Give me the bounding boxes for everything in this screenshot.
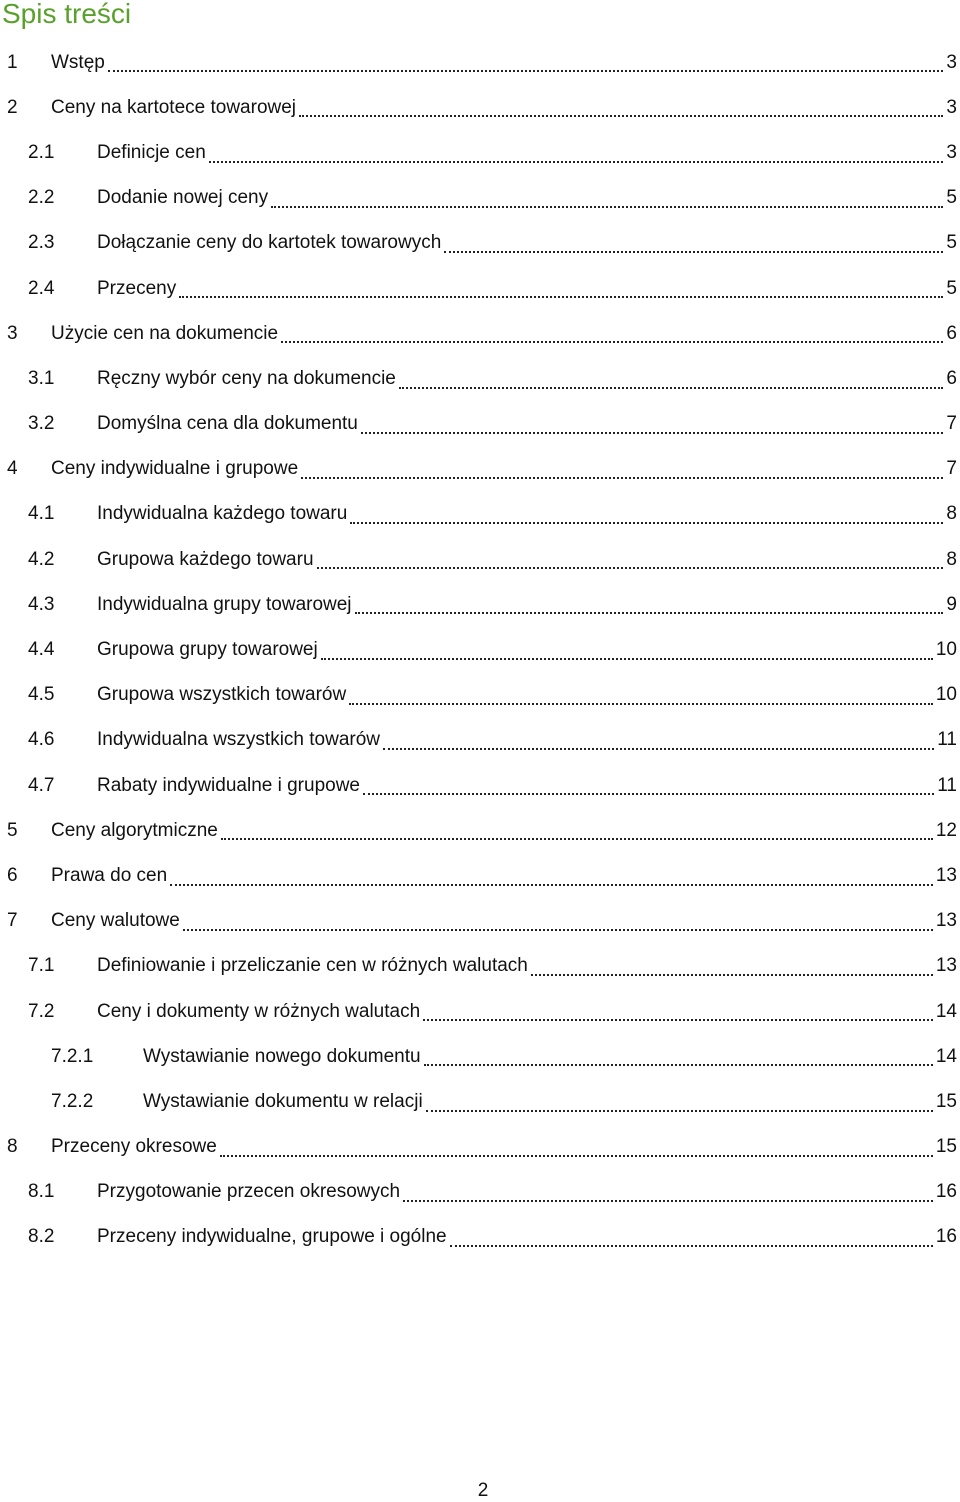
toc-dot-leader <box>383 748 934 750</box>
toc-entry-number: 7.1 <box>28 955 55 977</box>
toc-entry[interactable] <box>0 763 960 808</box>
toc-entry-number: 4.1 <box>28 503 55 525</box>
toc-entry-title: Wstęp <box>51 51 105 73</box>
toc-entry[interactable] <box>0 853 960 898</box>
toc-entry[interactable] <box>0 1079 960 1124</box>
page-number: 2 <box>477 1480 489 1501</box>
toc-dot-leader <box>361 432 944 434</box>
toc-dot-leader <box>403 1200 933 1202</box>
toc-dot-leader <box>271 206 943 208</box>
toc-entry-page: 16 <box>935 1181 957 1203</box>
toc-entry-title: Prawa do cen <box>51 864 168 886</box>
toc-entry-page: 16 <box>935 1226 957 1248</box>
toc-entry-page: 15 <box>935 1136 957 1158</box>
toc-entry-number: 2.3 <box>28 232 55 254</box>
toc-dot-leader <box>355 612 944 614</box>
toc-dot-leader <box>220 1155 933 1157</box>
toc-entry-number: 2 <box>7 96 18 118</box>
toc-entry[interactable] <box>0 221 960 266</box>
toc-entry-title: Wystawianie dokumentu w relacji <box>143 1090 423 1112</box>
toc-entry-page: 5 <box>946 277 957 299</box>
toc-title: Spis treści <box>2 0 132 29</box>
toc-entry-page: 6 <box>946 322 957 344</box>
toc-entry-number: 7 <box>7 910 18 932</box>
toc-entry-number: 7.2.2 <box>51 1090 94 1112</box>
toc-entry-title: Dodanie nowej ceny <box>97 187 269 209</box>
toc-entry-title: Grupowa wszystkich towarów <box>97 684 347 706</box>
toc-entry-number: 8.1 <box>28 1181 55 1203</box>
toc-entry-number: 2.2 <box>28 187 55 209</box>
toc-entry-number: 2.4 <box>28 277 55 299</box>
toc-entry-number: 2.1 <box>28 141 55 163</box>
toc-entry[interactable] <box>0 718 960 763</box>
toc-entry[interactable] <box>0 85 960 130</box>
toc-entry-page: 13 <box>935 910 957 932</box>
toc-entry-page: 9 <box>946 593 957 615</box>
toc-entry-page: 3 <box>946 51 957 73</box>
toc-entry[interactable] <box>0 673 960 718</box>
toc-dot-leader <box>450 1245 933 1247</box>
toc-entry-number: 6 <box>7 864 18 886</box>
toc-entry-title: Domyślna cena dla dokumentu <box>97 413 358 435</box>
toc-entry-page: 13 <box>935 864 957 886</box>
toc-entry[interactable] <box>0 266 960 311</box>
toc-entry[interactable] <box>0 808 960 853</box>
toc-entry[interactable] <box>0 176 960 221</box>
toc-dot-leader <box>444 251 943 253</box>
toc-entry-title: Ceny i dokumenty w różnych walutach <box>97 1000 421 1022</box>
toc-entry-title: Ceny algorytmiczne <box>51 819 218 841</box>
toc-entry-page: 10 <box>935 684 957 706</box>
toc-dot-leader <box>170 884 933 886</box>
toc-entry[interactable] <box>0 627 960 672</box>
toc-dot-leader <box>350 522 943 524</box>
toc-dot-leader <box>399 387 944 389</box>
toc-dot-leader <box>281 341 943 343</box>
toc-entry-title: Grupowa grupy towarowej <box>97 639 318 661</box>
toc-entry-title: Definiowanie i przeliczanie cen w różnych walutach <box>97 955 528 977</box>
toc-entry-title: Przeceny <box>97 277 177 299</box>
toc-entry-title: Ceny indywidualne i grupowe <box>51 458 299 480</box>
toc-entry-number: 5 <box>7 819 18 841</box>
toc-entry[interactable] <box>0 989 960 1034</box>
toc-entry-page: 12 <box>935 819 957 841</box>
toc-entry[interactable] <box>0 356 960 401</box>
toc-entry-number: 4.3 <box>28 593 55 615</box>
toc-entry[interactable] <box>0 1170 960 1215</box>
toc-entry-number: 3.2 <box>28 413 55 435</box>
toc-entry-title: Definicje cen <box>97 141 206 163</box>
toc-entry-page: 6 <box>946 367 957 389</box>
toc-entry-number: 4.7 <box>28 774 55 796</box>
toc-entry-title: Wystawianie nowego dokumentu <box>143 1045 421 1067</box>
toc-dot-leader <box>108 70 944 72</box>
toc-entry-page: 10 <box>935 639 957 661</box>
toc-entry[interactable] <box>0 40 960 85</box>
toc-dot-leader <box>363 793 934 795</box>
toc-entry-title: Ceny walutowe <box>51 910 180 932</box>
toc-entry-number: 8.2 <box>28 1226 55 1248</box>
toc-dot-leader <box>301 477 943 479</box>
toc-entry[interactable] <box>0 582 960 627</box>
toc-entry-title: Ręczny wybór ceny na dokumencie <box>97 367 396 389</box>
toc-entry-title: Przygotowanie przecen okresowych <box>97 1181 401 1203</box>
toc-entry-number: 4 <box>7 458 18 480</box>
toc-entry-page: 13 <box>935 955 957 977</box>
toc-entry[interactable] <box>0 1125 960 1170</box>
toc-dot-leader <box>317 567 944 569</box>
toc-entry-page: 15 <box>935 1090 957 1112</box>
toc-entry[interactable] <box>0 130 960 175</box>
toc-entry-page: 3 <box>946 96 957 118</box>
toc-dot-leader <box>531 974 933 976</box>
toc-entry-number: 7.2.1 <box>51 1045 94 1067</box>
toc-entry-page: 5 <box>946 232 957 254</box>
toc-entry[interactable] <box>0 402 960 447</box>
toc-entry-title: Rabaty indywidualne i grupowe <box>97 774 360 796</box>
toc-list <box>0 40 960 1260</box>
toc-entry-number: 4.5 <box>28 684 55 706</box>
toc-entry-number: 3.1 <box>28 367 55 389</box>
toc-entry[interactable] <box>0 537 960 582</box>
toc-entry-title: Użycie cen na dokumencie <box>51 322 279 344</box>
toc-entry-page: 8 <box>946 548 957 570</box>
toc-entry-page: 14 <box>935 1000 957 1022</box>
toc-entry[interactable] <box>0 311 960 356</box>
toc-entry[interactable] <box>0 899 960 944</box>
toc-dot-leader <box>349 703 933 705</box>
toc-entry[interactable] <box>0 492 960 537</box>
toc-entry-title: Dołączanie ceny do kartotek towarowych <box>97 232 442 254</box>
toc-entry-title: Grupowa każdego towaru <box>97 548 314 570</box>
toc-entry-page: 14 <box>935 1045 957 1067</box>
toc-entry-page: 7 <box>946 458 957 480</box>
toc-entry-title: Indywidualna każdego towaru <box>97 503 348 525</box>
toc-entry-page: 11 <box>937 729 957 751</box>
toc-entry-number: 4.4 <box>28 639 55 661</box>
toc-dot-leader <box>299 115 943 117</box>
toc-entry-page: 7 <box>946 413 957 435</box>
toc-dot-leader <box>221 838 933 840</box>
toc-dot-leader <box>183 929 933 931</box>
toc-entry-number: 1 <box>7 51 18 73</box>
toc-entry[interactable] <box>0 447 960 492</box>
toc-entry-page: 11 <box>937 774 957 796</box>
toc-entry-number: 7.2 <box>28 1000 55 1022</box>
toc-entry-title: Indywidualna wszystkich towarów <box>97 729 381 751</box>
toc-entry[interactable] <box>0 1034 960 1079</box>
toc-dot-leader <box>179 296 943 298</box>
toc-entry-title: Indywidualna grupy towarowej <box>97 593 352 615</box>
toc-entry-title: Przeceny indywidualne, grupowe i ogólne <box>97 1226 447 1248</box>
toc-entry-title: Ceny na kartotece towarowej <box>51 96 297 118</box>
toc-dot-leader <box>209 161 944 163</box>
toc-entry-number: 3 <box>7 322 18 344</box>
toc-entry-number: 8 <box>7 1136 18 1158</box>
toc-entry-number: 4.6 <box>28 729 55 751</box>
toc-dot-leader <box>424 1064 933 1066</box>
toc-entry-page: 5 <box>946 187 957 209</box>
toc-entry-number: 4.2 <box>28 548 55 570</box>
toc-entry-title: Przeceny okresowe <box>51 1136 217 1158</box>
toc-entry[interactable] <box>0 944 960 989</box>
toc-entry-page: 3 <box>946 141 957 163</box>
toc-dot-leader <box>321 658 933 660</box>
toc-entry[interactable] <box>0 1215 960 1260</box>
toc-dot-leader <box>423 1019 933 1021</box>
toc-entry-page: 8 <box>946 503 957 525</box>
toc-dot-leader <box>426 1110 933 1112</box>
